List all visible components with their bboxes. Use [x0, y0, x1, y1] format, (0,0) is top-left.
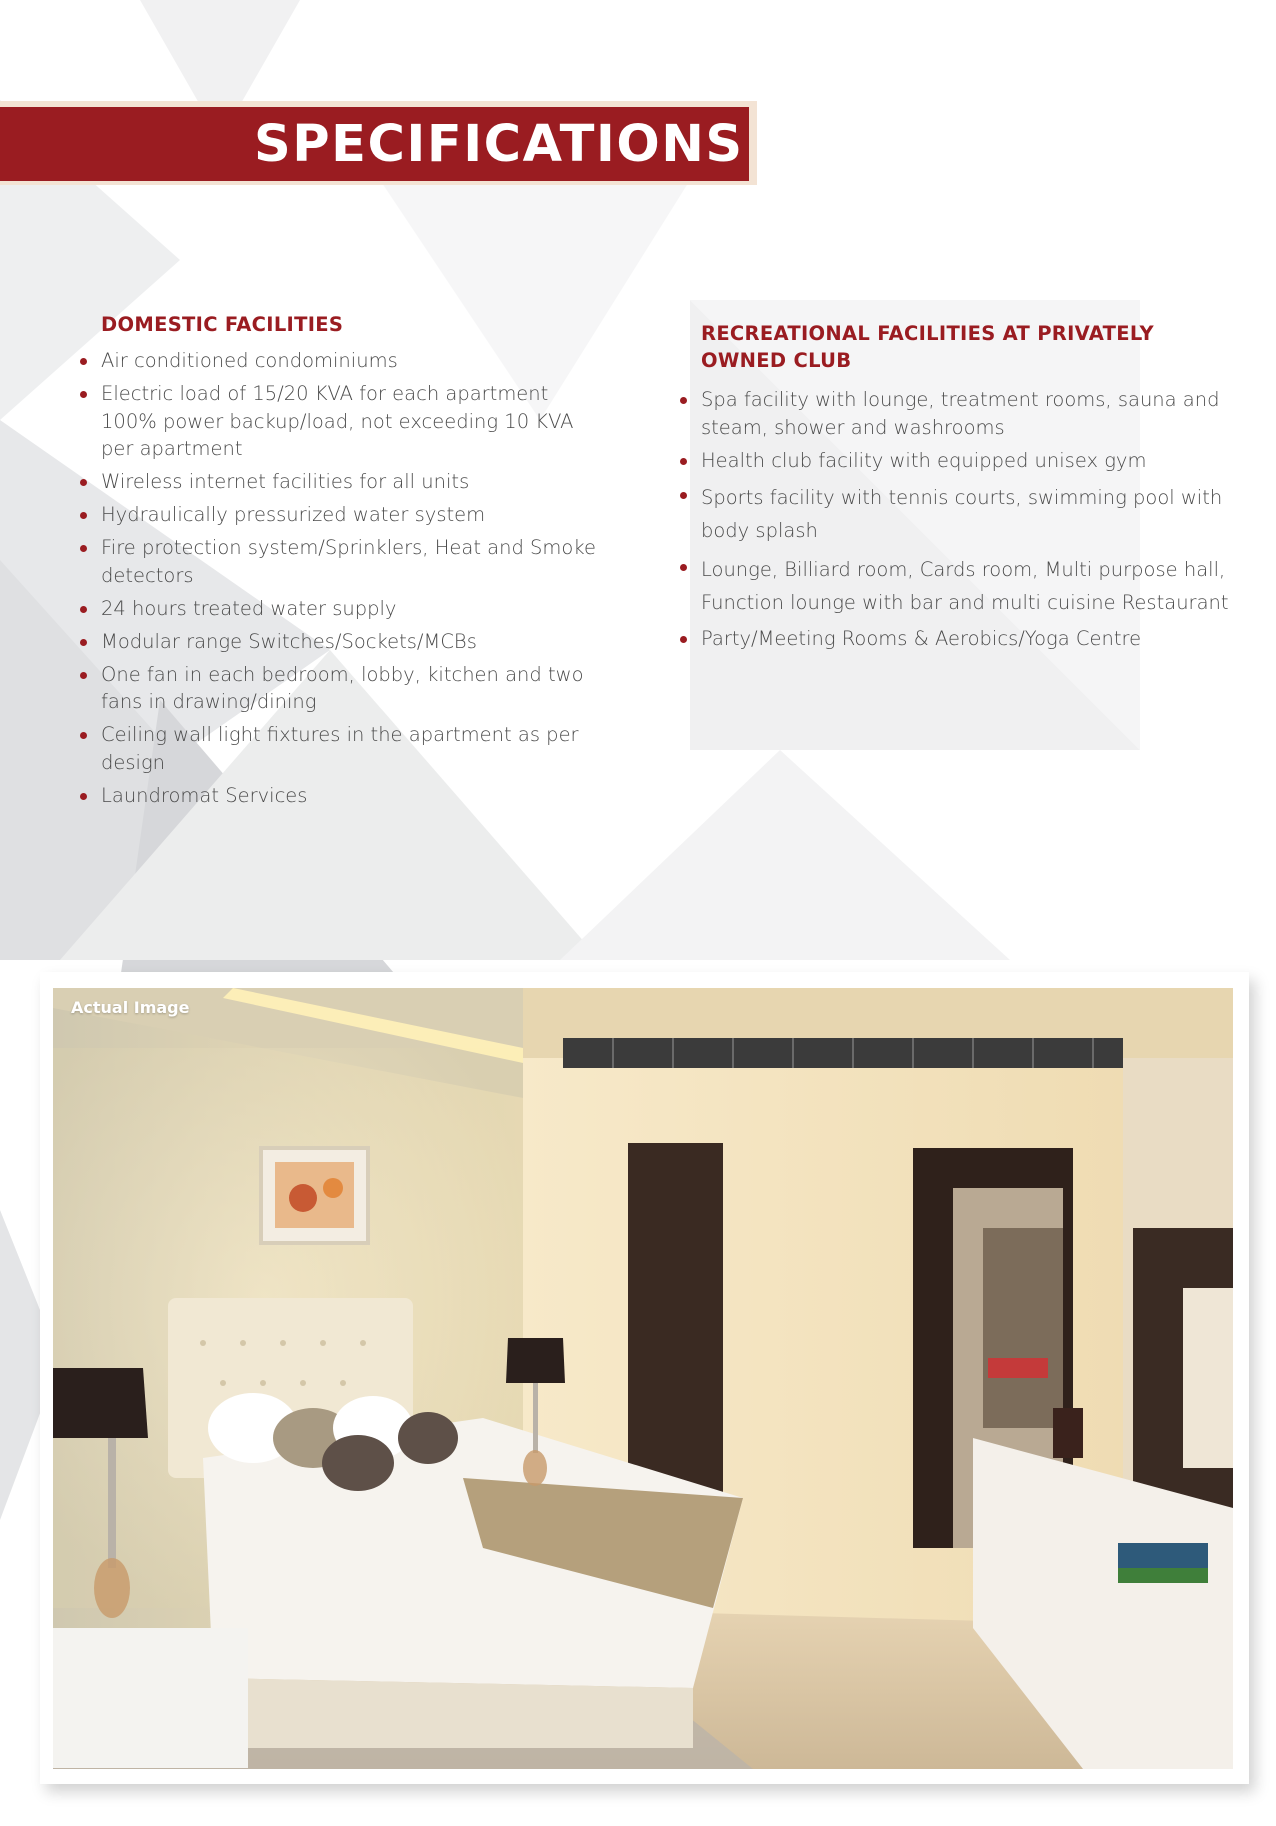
bedroom-illustration [53, 988, 1233, 1769]
bullet-icon [680, 458, 687, 465]
page-title: SPECIFICATIONS [254, 115, 744, 174]
list-item-text: 24 hours treated water supply [101, 596, 397, 620]
bullet-icon [680, 564, 687, 571]
list-item-text: Electric load of 15/20 KVA for each apartment 100% power backup/load, not exceeding 10 KVA per apartment [101, 382, 574, 460]
list-item [101, 661, 601, 716]
list-item-text: Ceiling wall light fixtures in the apartment as per design [101, 723, 579, 774]
bullet-icon [80, 512, 87, 519]
bullet-icon [80, 358, 87, 365]
bullet-icon [680, 492, 687, 499]
list-item [701, 553, 1241, 619]
list-item [101, 347, 601, 375]
list-item [701, 481, 1241, 547]
bullet-icon [80, 732, 87, 739]
bullet-icon [80, 391, 87, 398]
bullet-icon [80, 793, 87, 800]
bullet-icon [80, 639, 87, 646]
bullet-icon [680, 636, 687, 643]
list-item [101, 782, 601, 810]
list-item-text: Air conditioned condominiums [101, 349, 398, 372]
list-item [101, 595, 601, 623]
bullet-icon [80, 606, 87, 613]
list-item-text: Laundromat Services [101, 783, 308, 807]
list-item-text: Spa facility with lounge, treatment rooms, sauna and steam, shower and washrooms [701, 388, 1220, 439]
bullet-icon [80, 479, 87, 486]
domestic-facilities-section [101, 311, 601, 815]
bullet-icon [80, 672, 87, 679]
actual-image-label: Actual Image [71, 998, 190, 1017]
list-item-text: Modular range Switches/Sockets/MCBs [101, 629, 477, 653]
list-item [101, 534, 601, 589]
list-item [701, 625, 1241, 653]
list-item-text: Party/Meeting Rooms & Aerobics/Yoga Centre [701, 626, 1142, 650]
list-item-text: Sports facility with tennis courts, swimming pool with body splash [701, 485, 1223, 542]
list-item-text: Fire protection system/Sprinklers, Heat and Smoke detectors [101, 536, 596, 587]
recreational-facilities-heading: RECREATIONAL FACILITIES AT PRIVATELY OWNED CLUB [701, 322, 1154, 372]
list-item [101, 380, 601, 463]
list-item [101, 628, 601, 656]
domestic-facilities-list [101, 347, 601, 809]
list-item [701, 386, 1241, 441]
list-item [101, 721, 601, 776]
list-item-text: One fan in each bedroom, lobby, kitchen and two fans in drawing/dining [101, 662, 584, 713]
list-item [101, 468, 601, 496]
list-item [101, 501, 601, 529]
list-item-text: Hydraulically pressurized water system [101, 503, 486, 526]
domestic-facilities-heading: DOMESTIC FACILITIES [101, 313, 344, 336]
list-item [701, 447, 1241, 475]
bullet-icon [80, 545, 87, 552]
recreational-facilities-section [701, 320, 1241, 658]
recreational-facilities-list [701, 386, 1241, 652]
list-item-text: Lounge, Billiard room, Cards room, Multi purpose hall, Function lounge with bar and multi cuisine Restaurant [701, 557, 1229, 614]
bedroom-photo [53, 988, 1233, 1769]
list-item-text: Health club facility with equipped unisex gym [701, 449, 1147, 472]
list-item-text: Wireless internet facilities for all units [101, 470, 470, 493]
bullet-icon [680, 397, 687, 404]
